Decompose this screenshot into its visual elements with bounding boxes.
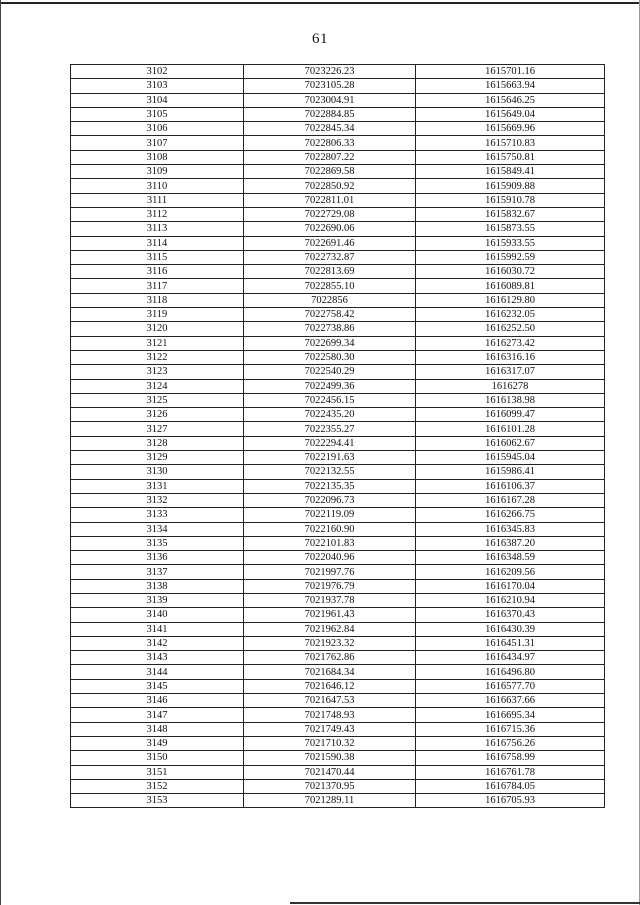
y-coordinate-cell: 1615986.41 bbox=[416, 465, 605, 479]
point-number-cell: 3136 bbox=[71, 551, 244, 565]
x-coordinate-cell: 7021962.84 bbox=[244, 622, 416, 636]
point-number-cell: 3129 bbox=[71, 451, 244, 465]
y-coordinate-cell: 1616167.28 bbox=[416, 493, 605, 507]
x-coordinate-cell: 7023226.23 bbox=[244, 65, 416, 79]
x-coordinate-cell: 7022540.29 bbox=[244, 365, 416, 379]
y-coordinate-cell: 1616278 bbox=[416, 379, 605, 393]
x-coordinate-cell: 7022732.87 bbox=[244, 250, 416, 264]
y-coordinate-cell: 1616496.80 bbox=[416, 665, 605, 679]
x-coordinate-cell: 7022191.63 bbox=[244, 451, 416, 465]
table-row bbox=[71, 765, 605, 779]
y-coordinate-cell: 1616099.47 bbox=[416, 408, 605, 422]
x-coordinate-cell: 7022294.41 bbox=[244, 436, 416, 450]
point-number-cell: 3121 bbox=[71, 336, 244, 350]
y-coordinate-cell: 1616345.83 bbox=[416, 522, 605, 536]
y-coordinate-cell: 1616715.36 bbox=[416, 722, 605, 736]
table-row bbox=[71, 665, 605, 679]
y-coordinate-cell: 1616451.31 bbox=[416, 636, 605, 650]
table-row bbox=[71, 65, 605, 79]
point-number-cell: 3110 bbox=[71, 179, 244, 193]
y-coordinate-cell: 1615750.81 bbox=[416, 150, 605, 164]
x-coordinate-cell: 7022806.33 bbox=[244, 136, 416, 150]
point-number-cell: 3149 bbox=[71, 736, 244, 750]
point-number-cell: 3146 bbox=[71, 694, 244, 708]
x-coordinate-cell: 7021647.53 bbox=[244, 694, 416, 708]
point-number-cell: 3153 bbox=[71, 794, 244, 808]
point-number-cell: 3109 bbox=[71, 165, 244, 179]
table-row bbox=[71, 179, 605, 193]
table-row bbox=[71, 207, 605, 221]
table-row bbox=[71, 365, 605, 379]
page-number: 61 bbox=[312, 31, 328, 47]
y-coordinate-cell: 1616387.20 bbox=[416, 536, 605, 550]
table-row bbox=[71, 279, 605, 293]
x-coordinate-cell: 7022101.83 bbox=[244, 536, 416, 550]
coordinates-table-body bbox=[71, 65, 605, 808]
y-coordinate-cell: 1615701.16 bbox=[416, 65, 605, 79]
point-number-cell: 3124 bbox=[71, 379, 244, 393]
x-coordinate-cell: 7022758.42 bbox=[244, 308, 416, 322]
point-number-cell: 3138 bbox=[71, 579, 244, 593]
x-coordinate-cell: 7021923.32 bbox=[244, 636, 416, 650]
y-coordinate-cell: 1616210.94 bbox=[416, 593, 605, 607]
table-row bbox=[71, 165, 605, 179]
table-row bbox=[71, 794, 605, 808]
y-coordinate-cell: 1615669.96 bbox=[416, 122, 605, 136]
point-number-cell: 3133 bbox=[71, 508, 244, 522]
y-coordinate-cell: 1616209.56 bbox=[416, 565, 605, 579]
y-coordinate-cell: 1616430.39 bbox=[416, 622, 605, 636]
x-coordinate-cell: 7021684.34 bbox=[244, 665, 416, 679]
x-coordinate-cell: 7022040.96 bbox=[244, 551, 416, 565]
table-row bbox=[71, 122, 605, 136]
x-coordinate-cell: 7022132.55 bbox=[244, 465, 416, 479]
x-coordinate-cell: 7021370.95 bbox=[244, 779, 416, 793]
y-coordinate-cell: 1616062.67 bbox=[416, 436, 605, 450]
x-coordinate-cell: 7022845.34 bbox=[244, 122, 416, 136]
y-coordinate-cell: 1616138.98 bbox=[416, 393, 605, 407]
table-row bbox=[71, 107, 605, 121]
x-coordinate-cell: 7022850.92 bbox=[244, 179, 416, 193]
point-number-cell: 3126 bbox=[71, 408, 244, 422]
point-number-cell: 3102 bbox=[71, 65, 244, 79]
x-coordinate-cell: 7022691.46 bbox=[244, 236, 416, 250]
table-row bbox=[71, 636, 605, 650]
point-number-cell: 3112 bbox=[71, 207, 244, 221]
x-coordinate-cell: 7021749.43 bbox=[244, 722, 416, 736]
table-row bbox=[71, 250, 605, 264]
y-coordinate-cell: 1615909.88 bbox=[416, 179, 605, 193]
table-row bbox=[71, 136, 605, 150]
y-coordinate-cell: 1616756.26 bbox=[416, 736, 605, 750]
table-row bbox=[71, 436, 605, 450]
y-coordinate-cell: 1616348.59 bbox=[416, 551, 605, 565]
table-row bbox=[71, 493, 605, 507]
y-coordinate-cell: 1616705.93 bbox=[416, 794, 605, 808]
coordinates-table bbox=[70, 64, 605, 808]
y-coordinate-cell: 1616637.66 bbox=[416, 694, 605, 708]
point-number-cell: 3105 bbox=[71, 107, 244, 121]
y-coordinate-cell: 1616252.50 bbox=[416, 322, 605, 336]
point-number-cell: 3104 bbox=[71, 93, 244, 107]
y-coordinate-cell: 1615873.55 bbox=[416, 222, 605, 236]
y-coordinate-cell: 1616266.75 bbox=[416, 508, 605, 522]
point-number-cell: 3113 bbox=[71, 222, 244, 236]
point-number-cell: 3148 bbox=[71, 722, 244, 736]
table-row bbox=[71, 393, 605, 407]
table-row bbox=[71, 694, 605, 708]
y-coordinate-cell: 1616784.05 bbox=[416, 779, 605, 793]
x-coordinate-cell: 7022690.06 bbox=[244, 222, 416, 236]
point-number-cell: 3122 bbox=[71, 350, 244, 364]
y-coordinate-cell: 1616317.07 bbox=[416, 365, 605, 379]
table-row bbox=[71, 651, 605, 665]
table-row bbox=[71, 465, 605, 479]
y-coordinate-cell: 1615646.25 bbox=[416, 93, 605, 107]
x-coordinate-cell: 7022435.20 bbox=[244, 408, 416, 422]
y-coordinate-cell: 1616577.70 bbox=[416, 679, 605, 693]
x-coordinate-cell: 7021762.86 bbox=[244, 651, 416, 665]
table-row bbox=[71, 508, 605, 522]
x-coordinate-cell: 7022499.36 bbox=[244, 379, 416, 393]
point-number-cell: 3115 bbox=[71, 250, 244, 264]
y-coordinate-cell: 1616089.81 bbox=[416, 279, 605, 293]
table-row bbox=[71, 536, 605, 550]
point-number-cell: 3144 bbox=[71, 665, 244, 679]
table-row bbox=[71, 265, 605, 279]
point-number-cell: 3103 bbox=[71, 79, 244, 93]
point-number-cell: 3141 bbox=[71, 622, 244, 636]
table-row bbox=[71, 350, 605, 364]
y-coordinate-cell: 1615910.78 bbox=[416, 193, 605, 207]
point-number-cell: 3128 bbox=[71, 436, 244, 450]
point-number-cell: 3114 bbox=[71, 236, 244, 250]
table-row bbox=[71, 422, 605, 436]
point-number-cell: 3135 bbox=[71, 536, 244, 550]
point-number-cell: 3134 bbox=[71, 522, 244, 536]
x-coordinate-cell: 7021710.32 bbox=[244, 736, 416, 750]
y-coordinate-cell: 1616232.05 bbox=[416, 308, 605, 322]
x-coordinate-cell: 7021590.38 bbox=[244, 751, 416, 765]
y-coordinate-cell: 1615832.67 bbox=[416, 207, 605, 221]
table-row bbox=[71, 722, 605, 736]
point-number-cell: 3108 bbox=[71, 150, 244, 164]
left-page-edge bbox=[0, 0, 1, 905]
y-coordinate-cell: 1615933.55 bbox=[416, 236, 605, 250]
y-coordinate-cell: 1616129.80 bbox=[416, 293, 605, 307]
table-row bbox=[71, 579, 605, 593]
point-number-cell: 3117 bbox=[71, 279, 244, 293]
x-coordinate-cell: 7021997.76 bbox=[244, 565, 416, 579]
table-row bbox=[71, 479, 605, 493]
table-row bbox=[71, 379, 605, 393]
y-coordinate-cell: 1616434.97 bbox=[416, 651, 605, 665]
y-coordinate-cell: 1616030.72 bbox=[416, 265, 605, 279]
x-coordinate-cell: 7022729.08 bbox=[244, 207, 416, 221]
y-coordinate-cell: 1616101.28 bbox=[416, 422, 605, 436]
table-row bbox=[71, 622, 605, 636]
table-row bbox=[71, 293, 605, 307]
x-coordinate-cell: 7022813.69 bbox=[244, 265, 416, 279]
table-row bbox=[71, 451, 605, 465]
table-row bbox=[71, 565, 605, 579]
x-coordinate-cell: 7022869.58 bbox=[244, 165, 416, 179]
x-coordinate-cell: 7023105.28 bbox=[244, 79, 416, 93]
point-number-cell: 3152 bbox=[71, 779, 244, 793]
x-coordinate-cell: 7022856 bbox=[244, 293, 416, 307]
point-number-cell: 3142 bbox=[71, 636, 244, 650]
bottom-border-line bbox=[290, 902, 640, 904]
table-row bbox=[71, 222, 605, 236]
y-coordinate-cell: 1615710.83 bbox=[416, 136, 605, 150]
point-number-cell: 3111 bbox=[71, 193, 244, 207]
table-row bbox=[71, 308, 605, 322]
point-number-cell: 3143 bbox=[71, 651, 244, 665]
table-row bbox=[71, 193, 605, 207]
table-row bbox=[71, 779, 605, 793]
y-coordinate-cell: 1615945.04 bbox=[416, 451, 605, 465]
table-row bbox=[71, 93, 605, 107]
table-row bbox=[71, 336, 605, 350]
y-coordinate-cell: 1615992.59 bbox=[416, 250, 605, 264]
top-border-line bbox=[0, 2, 640, 4]
table-row bbox=[71, 736, 605, 750]
point-number-cell: 3137 bbox=[71, 565, 244, 579]
table-row bbox=[71, 79, 605, 93]
y-coordinate-cell: 1616316.16 bbox=[416, 350, 605, 364]
x-coordinate-cell: 7021289.11 bbox=[244, 794, 416, 808]
x-coordinate-cell: 7022807.22 bbox=[244, 150, 416, 164]
y-coordinate-cell: 1616106.37 bbox=[416, 479, 605, 493]
x-coordinate-cell: 7022096.73 bbox=[244, 493, 416, 507]
x-coordinate-cell: 7022135.35 bbox=[244, 479, 416, 493]
y-coordinate-cell: 1615649.04 bbox=[416, 107, 605, 121]
point-number-cell: 3123 bbox=[71, 365, 244, 379]
y-coordinate-cell: 1616758.99 bbox=[416, 751, 605, 765]
point-number-cell: 3107 bbox=[71, 136, 244, 150]
x-coordinate-cell: 7022456.15 bbox=[244, 393, 416, 407]
point-number-cell: 3145 bbox=[71, 679, 244, 693]
x-coordinate-cell: 7022160.90 bbox=[244, 522, 416, 536]
table-row bbox=[71, 322, 605, 336]
point-number-cell: 3139 bbox=[71, 593, 244, 607]
x-coordinate-cell: 7021937.78 bbox=[244, 593, 416, 607]
point-number-cell: 3116 bbox=[71, 265, 244, 279]
x-coordinate-cell: 7021470.44 bbox=[244, 765, 416, 779]
x-coordinate-cell: 7021976.79 bbox=[244, 579, 416, 593]
point-number-cell: 3106 bbox=[71, 122, 244, 136]
table-row bbox=[71, 708, 605, 722]
y-coordinate-cell: 1616370.43 bbox=[416, 608, 605, 622]
table-row bbox=[71, 751, 605, 765]
point-number-cell: 3125 bbox=[71, 393, 244, 407]
x-coordinate-cell: 7022580.30 bbox=[244, 350, 416, 364]
point-number-cell: 3132 bbox=[71, 493, 244, 507]
y-coordinate-cell: 1616695.34 bbox=[416, 708, 605, 722]
point-number-cell: 3131 bbox=[71, 479, 244, 493]
y-coordinate-cell: 1615849.41 bbox=[416, 165, 605, 179]
table-row bbox=[71, 679, 605, 693]
point-number-cell: 3118 bbox=[71, 293, 244, 307]
point-number-cell: 3151 bbox=[71, 765, 244, 779]
x-coordinate-cell: 7021748.93 bbox=[244, 708, 416, 722]
x-coordinate-cell: 7022884.85 bbox=[244, 107, 416, 121]
point-number-cell: 3147 bbox=[71, 708, 244, 722]
x-coordinate-cell: 7022811.01 bbox=[244, 193, 416, 207]
x-coordinate-cell: 7023004.91 bbox=[244, 93, 416, 107]
point-number-cell: 3119 bbox=[71, 308, 244, 322]
x-coordinate-cell: 7021961.43 bbox=[244, 608, 416, 622]
x-coordinate-cell: 7022738.86 bbox=[244, 322, 416, 336]
point-number-cell: 3140 bbox=[71, 608, 244, 622]
x-coordinate-cell: 7021646.12 bbox=[244, 679, 416, 693]
table-row bbox=[71, 608, 605, 622]
point-number-cell: 3127 bbox=[71, 422, 244, 436]
y-coordinate-cell: 1615663.94 bbox=[416, 79, 605, 93]
x-coordinate-cell: 7022355.27 bbox=[244, 422, 416, 436]
y-coordinate-cell: 1616273.42 bbox=[416, 336, 605, 350]
table-row bbox=[71, 408, 605, 422]
table-row bbox=[71, 551, 605, 565]
table-row bbox=[71, 150, 605, 164]
point-number-cell: 3150 bbox=[71, 751, 244, 765]
table-row bbox=[71, 236, 605, 250]
x-coordinate-cell: 7022119.09 bbox=[244, 508, 416, 522]
y-coordinate-cell: 1616761.78 bbox=[416, 765, 605, 779]
table-row bbox=[71, 522, 605, 536]
x-coordinate-cell: 7022855.10 bbox=[244, 279, 416, 293]
point-number-cell: 3120 bbox=[71, 322, 244, 336]
y-coordinate-cell: 1616170.04 bbox=[416, 579, 605, 593]
x-coordinate-cell: 7022699.34 bbox=[244, 336, 416, 350]
table-row bbox=[71, 593, 605, 607]
point-number-cell: 3130 bbox=[71, 465, 244, 479]
